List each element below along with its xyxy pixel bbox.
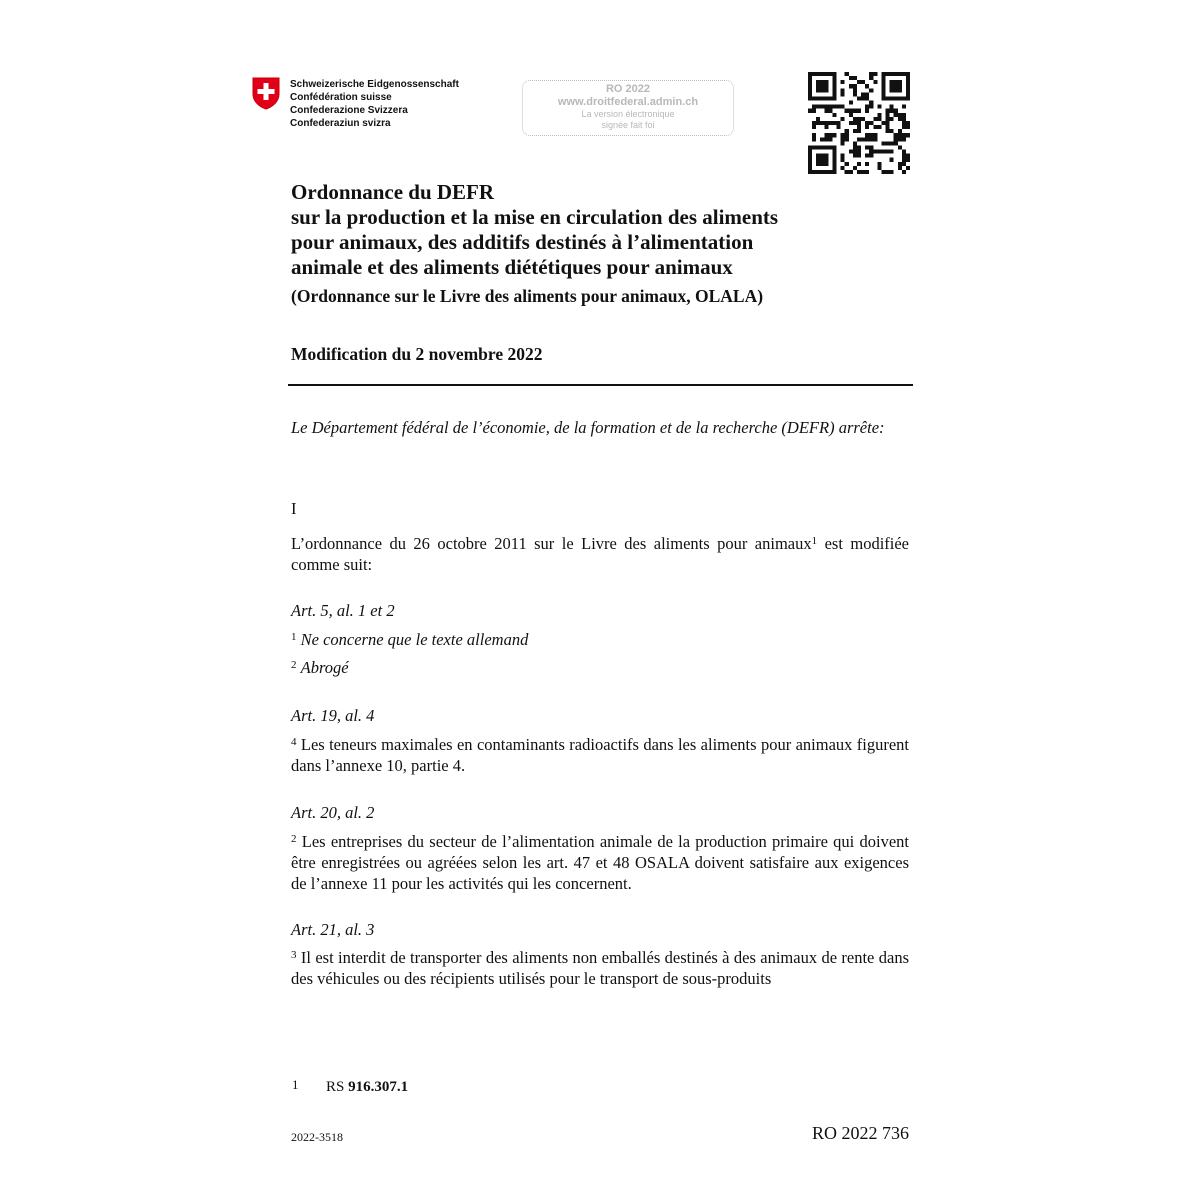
modification-date: Modification du 2 novembre 2022: [291, 344, 543, 364]
paragraph-text: Ne concerne que le texte allemand: [300, 630, 529, 649]
intro-text-end: est modifiée comme suit:: [291, 534, 909, 574]
article-paragraph: [291, 947, 909, 989]
stamp-line-2: signée fait foi: [601, 120, 655, 130]
title-line: sur la production et la mise en circulation des aliments: [291, 205, 779, 229]
short-title: (Ordonnance sur le Livre des aliments pour animaux, OLALA): [291, 286, 764, 306]
preamble: Le Département fédéral de l’économie, de la formation et de la recherche (DEFR) arrête:: [291, 418, 885, 437]
paragraph-text: Abrogé: [300, 658, 349, 677]
page-reference: RO 2022 736: [812, 1123, 910, 1143]
confederation-rm: Confederaziun svizra: [290, 118, 391, 129]
article-paragraph: [291, 734, 909, 776]
electronic-version-stamp: [522, 80, 734, 136]
article-paragraph: [291, 629, 909, 650]
stamp-url: www.droitfederal.admin.ch: [557, 96, 699, 108]
qr-code-icon: [808, 72, 910, 174]
article-heading: Art. 20, al. 2: [291, 803, 375, 822]
section-number: I: [291, 499, 297, 518]
paragraph-number: 2: [291, 833, 297, 845]
footnote-prefix: RS: [326, 1079, 345, 1095]
article-heading: Art. 5, al. 1 et 2: [291, 601, 395, 620]
confederation-names: [290, 78, 459, 130]
swiss-coat-of-arms-icon: [252, 77, 280, 110]
article-paragraph: [291, 831, 909, 894]
confederation-it: Confederazione Svizzera: [290, 105, 408, 116]
paragraph-text: Il est interdit de transporter des aliments non emballés destinés à des animaux de rente dans des véhicules ou des récipients utilisés pour le transport de sous-produits: [291, 948, 909, 988]
paragraph-number: 1: [291, 631, 297, 643]
intro-paragraph: [291, 533, 909, 575]
title-line: animale et des aliments diététiques pour animaux: [291, 255, 733, 279]
document-title: [291, 180, 778, 280]
paragraph-text: Les teneurs maximales en contaminants radioactifs dans les aliments pour animaux figurent dans l’annexe 10, partie 4.: [291, 735, 910, 775]
confederation-de: Schweizerische Eidgenossenschaft: [290, 79, 459, 90]
intro-text: L’ordonnance du 26 octobre 2011 sur le Livre des aliments pour animaux: [291, 534, 812, 553]
title-line: pour animaux, des additifs destinés à l’alimentation: [291, 230, 754, 254]
footnote-reference[interactable]: 1: [811, 535, 818, 547]
article-heading: Art. 19, al. 4: [291, 706, 375, 725]
footnote-text: [326, 1079, 408, 1096]
footnote-reference-number[interactable]: 916.307.1: [348, 1079, 409, 1095]
article-paragraph: [291, 657, 909, 678]
stamp-ref: RO 2022: [605, 83, 651, 95]
footnote-number: 1: [292, 1077, 299, 1092]
divider: [288, 384, 913, 386]
title-line: Ordonnance du DEFR: [291, 180, 495, 204]
article-heading: Art. 21, al. 3: [291, 920, 375, 939]
paragraph-text: Les entreprises du secteur de l’alimentation animale de la production primaire qui doivent être enregistrées ou agréées selon les art. 47 et 48 OSALA doivent satisfaire aux exigences de l’annexe 11 pour les activités qui les concernent.: [291, 832, 909, 893]
stamp-line-1: La version électronique: [581, 109, 675, 119]
paragraph-number: 4: [291, 736, 297, 748]
document-number: 2022-3518: [291, 1130, 343, 1144]
paragraph-number: 2: [291, 659, 297, 671]
paragraph-number: 3: [291, 949, 297, 961]
confederation-fr: Confédération suisse: [290, 92, 392, 103]
